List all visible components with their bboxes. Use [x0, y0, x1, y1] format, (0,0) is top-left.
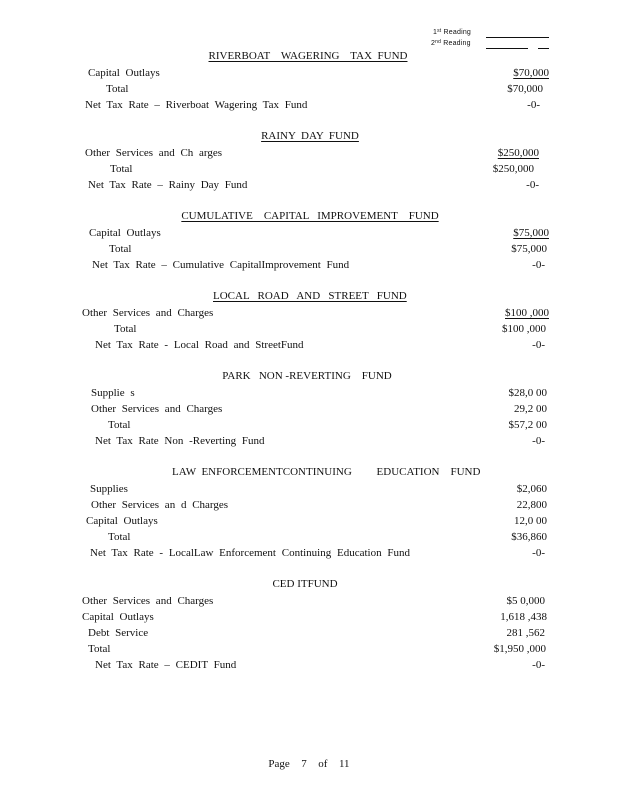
table-row: Supplies $2,060 [90, 483, 547, 495]
section-title-riverboat: RIVERBOAT WAGERING TAX FUND [208, 50, 408, 62]
table-row: Net Tax Rate - Local Road and StreetFund -0- [95, 339, 545, 351]
table-row: Supplie s $28,0 00 [91, 387, 547, 399]
section-title-law-enforcement: LAW ENFORCEMENTCONTINUING EDUCATION FUND [172, 466, 481, 478]
section-title-cumulative-capital: CUMULATIVE CAPITAL IMPROVEMENT FUND [181, 210, 439, 222]
table-row: Net Tax Rate - LocalLaw Enforcement Continuing Education Fund -0- [90, 547, 545, 559]
table-row: Total $1,950 ,000 [88, 643, 546, 655]
table-row: Total $70,000 [106, 83, 543, 95]
second-reading-label: 2nd Reading [431, 39, 471, 47]
table-row: Net Tax Rate – Cumulative CapitalImprovement Fund -0- [92, 259, 545, 271]
second-reading-blank-a[interactable] [486, 48, 528, 49]
table-row: Net Tax Rate – CEDIT Fund -0- [95, 659, 545, 671]
table-row: Other Services and Charges 29,2 00 [91, 403, 547, 415]
table-row: Total $250,000 [110, 163, 534, 175]
table-row: Total $100 ,000 [114, 323, 546, 335]
table-row: Total $36,860 [108, 531, 547, 543]
section-title-cedit: CED ITFUND [272, 578, 338, 590]
table-row: Capital Outlays 1,618 ,438 [82, 611, 547, 623]
table-row: Other Services and Charges $100 ,000 [82, 307, 549, 319]
table-row: Net Tax Rate – Rainy Day Fund -0- [88, 179, 539, 191]
table-row: Net Tax Rate Non -Reverting Fund -0- [95, 435, 545, 447]
table-row: Other Services an d Charges 22,800 [91, 499, 547, 511]
page-number: Page 7 of 11 [268, 758, 350, 770]
table-row: Capital Outlays 12,0 00 [86, 515, 547, 527]
table-row: Capital Outlays $70,000 [88, 67, 549, 79]
section-title-local-road: LOCAL ROAD AND STREET FUND [213, 290, 407, 302]
table-row: Total $75,000 [109, 243, 547, 255]
table-row: Debt Service 281 ,562 [88, 627, 545, 639]
first-reading-label: 1st Reading [433, 28, 472, 36]
table-row: Total $57,2 00 [108, 419, 547, 431]
table-row: Net Tax Rate – Riverboat Wagering Tax Fund -0- [85, 99, 540, 111]
table-row: Other Services and Ch arges $250,000 [85, 147, 539, 159]
second-reading-blank-b[interactable] [538, 48, 549, 49]
table-row: Other Services and Charges $5 0,000 [82, 595, 545, 607]
table-row: Capital Outlays $75,000 [89, 227, 549, 239]
section-title-rainy-day: RAINY DAY FUND [261, 130, 359, 142]
section-title-park: PARK NON -REVERTING FUND [222, 370, 392, 382]
first-reading-blank[interactable] [486, 37, 549, 38]
